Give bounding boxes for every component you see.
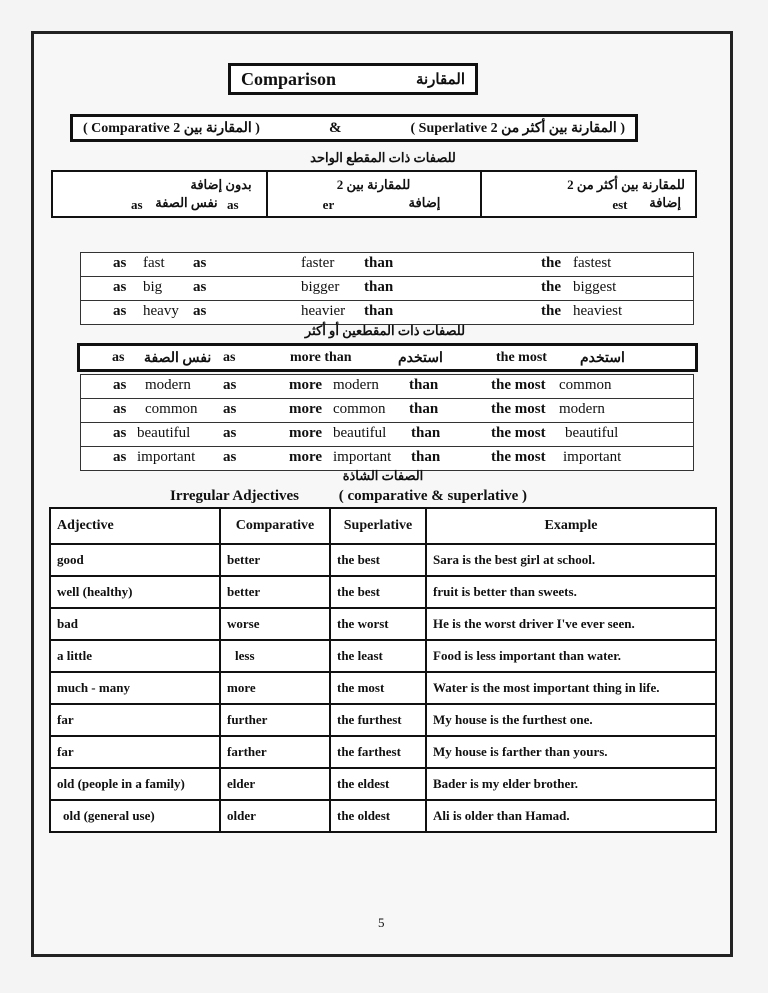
- box-more-than: more than: [290, 350, 352, 365]
- row-more: more: [289, 425, 323, 441]
- cell-example: He is the worst driver I've ever seen.: [426, 608, 716, 640]
- table-row: [50, 800, 716, 832]
- one-syllable-header: [51, 170, 697, 218]
- table-row: [50, 672, 716, 704]
- row-more: more: [289, 401, 323, 417]
- table-row: [80, 399, 694, 423]
- table-row: [80, 423, 694, 447]
- row-sup: fastest: [573, 255, 612, 271]
- box-ar-same: نفس الصفة: [144, 351, 212, 366]
- row-most: the most: [491, 449, 546, 465]
- cell-comparative: better: [220, 576, 330, 608]
- row-sup: important: [563, 449, 622, 465]
- two-syllable-heading: للصفات ذات المقطعين أو أكثر: [304, 323, 466, 338]
- header-est: [482, 172, 695, 216]
- row-comp: common: [333, 401, 386, 417]
- one-syllable-heading: للصفات ذات المقطع الواحد: [310, 150, 456, 165]
- box-as1: as: [112, 350, 125, 365]
- box-the-most: the most: [496, 350, 547, 365]
- cell-superlative: the oldest: [330, 800, 426, 832]
- table-row: [50, 576, 716, 608]
- header-er: [268, 172, 483, 216]
- cell-adjective: a little: [50, 640, 220, 672]
- subtitle-amp: &: [328, 119, 342, 136]
- cell-adjective: far: [50, 704, 220, 736]
- title-arabic: المقارنة: [415, 71, 465, 88]
- row-the: the: [541, 255, 561, 271]
- irregular-subtitle: ( comparative & superlative ): [338, 488, 528, 504]
- cell-example: Ali is older than Hamad.: [426, 800, 716, 832]
- row-most: the most: [491, 401, 546, 417]
- col-comparative: Comparative: [220, 508, 330, 544]
- row-adj: important: [137, 449, 196, 465]
- row-than: than: [364, 255, 394, 271]
- cell-comparative: elder: [220, 768, 330, 800]
- row-comp: heavier: [301, 303, 346, 319]
- one-syllable-rows: [80, 252, 694, 325]
- table-row: [50, 768, 716, 800]
- row-adj: heavy: [143, 303, 179, 319]
- row-most: the most: [491, 425, 546, 441]
- title-english: Comparison: [241, 68, 337, 89]
- row-sup: biggest: [573, 279, 617, 295]
- subtitle-superlative: ( Superlative 2 المقارنة بين أكثر من ): [410, 120, 625, 136]
- table-row: [80, 301, 694, 325]
- row-sup: beautiful: [565, 425, 619, 441]
- cell-example: Water is the most important thing in life.: [426, 672, 716, 704]
- page-number: 5: [378, 915, 385, 930]
- cell-comparative: worse: [220, 608, 330, 640]
- cell-example: Food is less important than water.: [426, 640, 716, 672]
- row-as2: as: [223, 449, 237, 465]
- row-than: than: [411, 449, 441, 465]
- row-than: than: [364, 279, 394, 295]
- row-as2: as: [223, 377, 237, 393]
- row-as2: as: [193, 303, 207, 319]
- row-as1: as: [113, 401, 127, 417]
- cell-adjective: good: [50, 544, 220, 576]
- row-comp: bigger: [301, 279, 340, 295]
- title-box: [228, 63, 478, 95]
- row-as1: as: [113, 279, 127, 295]
- table-row: [50, 608, 716, 640]
- irregular-title: [170, 488, 527, 505]
- row-as2: as: [223, 401, 237, 417]
- header-er-ar1: للمقارنة بين 2: [336, 177, 411, 192]
- cell-superlative: the farthest: [330, 736, 426, 768]
- box-as2: as: [223, 350, 236, 365]
- header-as-en: as: [131, 197, 143, 212]
- table-row: [80, 277, 694, 301]
- cell-comparative: further: [220, 704, 330, 736]
- header-est-ar1: للمقارنة بين أكثر من 2: [567, 177, 686, 192]
- table-row: [50, 736, 716, 768]
- row-adj: modern: [145, 377, 191, 393]
- header-est-ar2: إضافة: [649, 195, 682, 210]
- row-as2: as: [193, 279, 207, 295]
- table-row: [80, 374, 694, 399]
- subtitle-comparative: ( Comparative 2 المقارنة بين ): [83, 120, 260, 136]
- subtitle-box: [70, 114, 638, 142]
- cell-superlative: the most: [330, 672, 426, 704]
- cell-superlative: the best: [330, 576, 426, 608]
- irregular-title-text: Irregular Adjectives: [170, 488, 300, 504]
- row-as1: as: [113, 377, 127, 393]
- header-as-en2: as: [227, 197, 239, 212]
- row-as2: as: [223, 425, 237, 441]
- cell-adjective: well (healthy): [50, 576, 220, 608]
- row-the: the: [541, 279, 561, 295]
- row-comp: important: [333, 449, 392, 465]
- row-as1: as: [113, 303, 127, 319]
- table-header-row: [50, 508, 716, 544]
- box-use1: استخدم: [398, 351, 443, 366]
- cell-example: My house is farther than yours.: [426, 736, 716, 768]
- row-comp: modern: [333, 377, 379, 393]
- cell-adjective: much - many: [50, 672, 220, 704]
- cell-comparative: farther: [220, 736, 330, 768]
- row-most: the most: [491, 377, 546, 393]
- cell-superlative: the worst: [330, 608, 426, 640]
- row-sup: modern: [559, 401, 605, 417]
- cell-adjective: far: [50, 736, 220, 768]
- table-row: [50, 640, 716, 672]
- row-sup: heaviest: [573, 303, 623, 319]
- row-adj: common: [145, 401, 198, 417]
- row-adj: big: [143, 279, 163, 295]
- row-the: the: [541, 303, 561, 319]
- cell-adjective: bad: [50, 608, 220, 640]
- header-as-ar1: بدون إضافة: [190, 177, 252, 192]
- row-comp: faster: [301, 255, 335, 271]
- col-example: Example: [426, 508, 716, 544]
- row-than: than: [411, 425, 441, 441]
- row-as1: as: [113, 255, 127, 271]
- box-use2: استخدم: [580, 351, 625, 366]
- row-than: than: [364, 303, 394, 319]
- cell-superlative: the eldest: [330, 768, 426, 800]
- row-sup: common: [559, 377, 612, 393]
- header-er-en: er: [322, 197, 335, 212]
- irregular-table: [49, 507, 717, 833]
- cell-superlative: the least: [330, 640, 426, 672]
- row-more: more: [289, 449, 323, 465]
- header-as: [53, 172, 268, 216]
- two-syllable-box: [77, 343, 698, 372]
- row-as1: as: [113, 425, 127, 441]
- table-row: [50, 544, 716, 576]
- row-than: than: [409, 401, 439, 417]
- row-adj: fast: [143, 255, 165, 271]
- header-est-en: est: [612, 197, 628, 212]
- cell-comparative: less: [220, 640, 330, 672]
- row-comp: beautiful: [333, 425, 387, 441]
- row-than: than: [409, 377, 439, 393]
- cell-adjective: old (general use): [50, 800, 220, 832]
- cell-example: My house is the furthest one.: [426, 704, 716, 736]
- cell-comparative: better: [220, 544, 330, 576]
- cell-adjective: old (people in a family): [50, 768, 220, 800]
- row-more: more: [289, 377, 323, 393]
- col-superlative: Superlative: [330, 508, 426, 544]
- cell-comparative: more: [220, 672, 330, 704]
- table-row: [80, 252, 694, 277]
- row-adj: beautiful: [137, 425, 191, 441]
- cell-superlative: the best: [330, 544, 426, 576]
- two-syllable-rows: [80, 374, 694, 471]
- irregular-heading-ar: الصفات الشاذة: [342, 468, 424, 483]
- cell-example: Sara is the best girl at school.: [426, 544, 716, 576]
- cell-example: Bader is my elder brother.: [426, 768, 716, 800]
- cell-comparative: older: [220, 800, 330, 832]
- row-as1: as: [113, 449, 127, 465]
- col-adjective: Adjective: [50, 508, 220, 544]
- header-er-ar2: إضافة: [408, 195, 441, 210]
- cell-superlative: the furthest: [330, 704, 426, 736]
- row-as2: as: [193, 255, 207, 271]
- table-row: [50, 704, 716, 736]
- header-as-ar2: نفس الصفة: [155, 195, 218, 210]
- cell-example: fruit is better than sweets.: [426, 576, 716, 608]
